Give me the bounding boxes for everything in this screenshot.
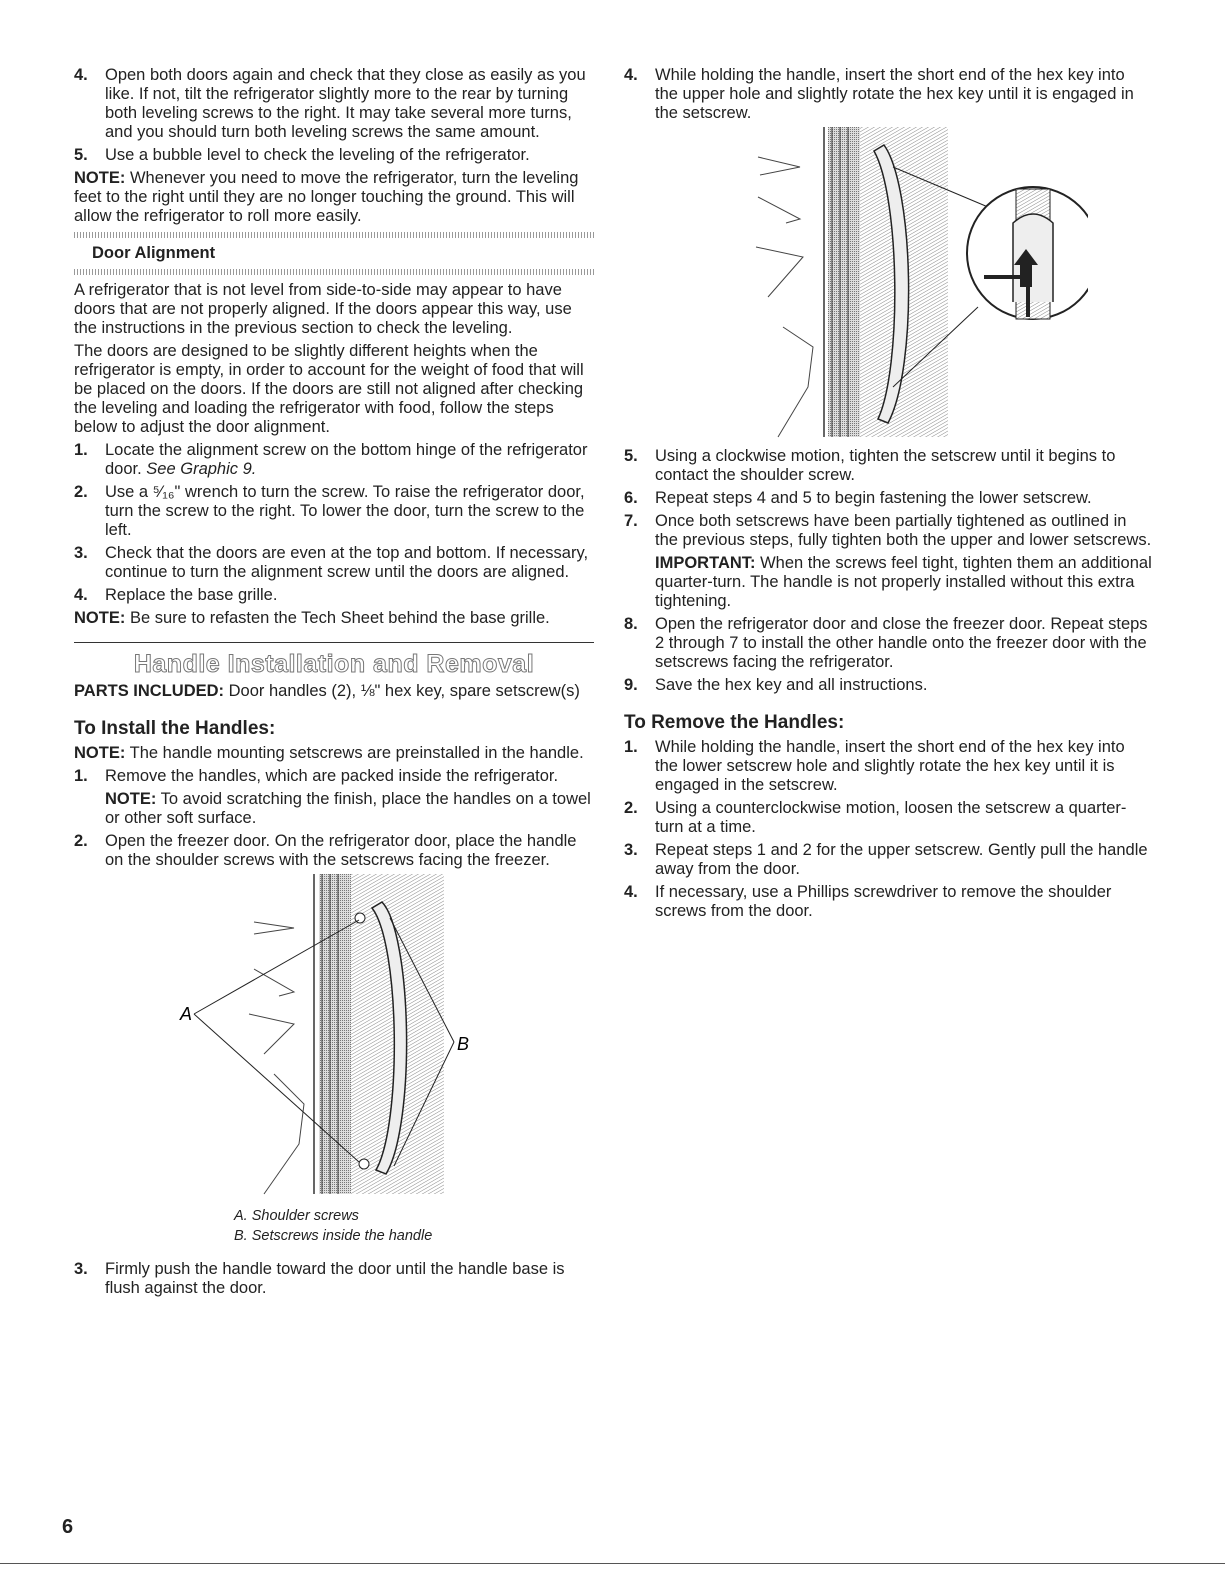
door-edge [319, 874, 351, 1194]
hatch-divider [74, 232, 594, 238]
step-text: If necessary, use a Phillips screwdriver to remove the shoulder screws from the door. [655, 883, 1112, 920]
page-number: 6 [62, 1516, 74, 1538]
important-label: IMPORTANT: [655, 554, 756, 572]
list-item [624, 447, 1152, 485]
step-number: 4. [74, 66, 88, 84]
parts-included [74, 682, 594, 701]
bottom-rule [0, 1563, 1225, 1564]
hex-key-illustration [688, 127, 1088, 447]
handle-install-illustration [154, 874, 514, 1204]
note-text: To avoid scratching the finish, place the handles on a towel or other soft surface. [105, 790, 591, 827]
door-paragraph-1: A refrigerator that is not level from side-to-side may appear to have doors that are not properly aligned. If the doors appear this way, use the instructions in the previous section to check the leveling. [74, 281, 572, 337]
parts-label: PARTS INCLUDED: [74, 682, 225, 700]
remove-heading: To Remove the Handles: [624, 712, 845, 733]
list-item [74, 767, 594, 786]
step-number: 5. [624, 447, 638, 465]
step-text: Using a counterclockwise motion, loosen the setscrew a quarter-turn at a time. [655, 799, 1127, 836]
door-paragraph-2: The doors are designed to be slightly different heights when the refrigerator is empty, in order to account for the weight of food that will be placed on the doors. If the doors are still not aligned after checking the leveling and loading the refrigerator with food, follow the steps below to adjust the door alignment. [74, 342, 584, 436]
graphic-reference: See Graphic 9. [146, 460, 257, 478]
step-text: Use a bubble level to check the leveling of the refrigerator. [105, 146, 530, 164]
step-text: Check that the doors are even at the top and bottom. If necessary, continue to turn the alignment screw until the doors are aligned. [105, 544, 589, 581]
note-label: NOTE: [105, 790, 157, 808]
list-item [624, 841, 1152, 879]
step-number: 7. [624, 512, 638, 530]
step-number: 3. [624, 841, 638, 859]
wrench-size: ⁵⁄₁₆" [152, 483, 181, 501]
step-text-post: wrench to turn the screw. To raise the refrigerator door, turn the screw to the right. To lower the door, turn the screw to the left. [105, 483, 585, 539]
list-item [624, 66, 1152, 123]
step-text: Using a clockwise motion, tighten the setscrew until it begins to contact the shoulder screw. [655, 447, 1116, 484]
step-number: 2. [624, 799, 638, 817]
shoulder-screw-bottom [359, 1159, 369, 1169]
step-number: 4. [624, 883, 638, 901]
step-number: 3. [74, 1260, 88, 1278]
step-text: Locate the alignment screw on the bottom hinge of the refrigerator door. [105, 441, 588, 478]
note-leveling [74, 169, 594, 226]
figure-label-b: B [457, 1034, 470, 1054]
note-text: Be sure to refasten the Tech Sheet behind the base grille. [129, 609, 550, 627]
step-number: 1. [74, 767, 88, 785]
step-text: Firmly push the handle toward the door until the handle base is flush against the door. [105, 1260, 565, 1297]
step-text: Remove the handles, which are packed inside the refrigerator. [105, 767, 559, 785]
step-number: 2. [74, 832, 88, 850]
step-text: While holding the handle, insert the short end of the hex key into the upper hole and slightly rotate the hex key until it is engaged in the setscrew. [655, 66, 1134, 122]
caption-a: A. Shoulder screws [234, 1208, 359, 1224]
note-text: The handle mounting setscrews are preinstalled in the handle. [129, 744, 584, 762]
figure-caption [234, 1206, 594, 1246]
list-item [624, 799, 1152, 837]
step-text: Open the refrigerator door and close the freezer door. Repeat steps 2 through 7 to install the other handle onto the freezer door with the setscrews facing the refrigerator. [655, 615, 1148, 671]
step-text: Open both doors again and check that they close as easily as you like. If not, tilt the refrigerator slightly more to the rear by turning both leveling screws to the right. It may take several more turns, and you should turn both leveling screws the same amount. [105, 66, 586, 141]
step-number: 9. [624, 676, 638, 694]
step-text: Replace the base grille. [105, 586, 278, 604]
hatch-divider [74, 269, 594, 275]
caption-b: B. Setscrews inside the handle [234, 1228, 433, 1244]
figure-label-a: A [180, 1004, 193, 1024]
list-item [624, 883, 1152, 921]
list-item [74, 66, 594, 142]
right-column [624, 66, 1152, 925]
list-item [74, 146, 594, 165]
step-text: Repeat steps 1 and 2 for the upper setscrew. Gently pull the handle away from the door. [655, 841, 1148, 878]
section-title: Handle Installation and Removal [133, 650, 535, 678]
list-item [74, 544, 594, 582]
list-item [74, 441, 594, 479]
left-column [74, 66, 594, 1302]
step-number: 1. [74, 441, 88, 459]
install-note [74, 744, 594, 763]
note-label: NOTE: [74, 744, 126, 762]
important-note [655, 554, 1152, 611]
important-text: When the screws feel tight, tighten them an additional quarter-turn. The handle is not properly installed without this extra tightening. [655, 554, 1152, 610]
step-text-pre: Use a [105, 483, 149, 501]
note-text: Whenever you need to move the refrigerator, turn the leveling feet to the right until they are no longer touching the ground. This will allow the refrigerator to roll more easily. [74, 169, 579, 225]
list-item [74, 483, 594, 540]
step-text: Repeat steps 4 and 5 to begin fastening the lower setscrew. [655, 489, 1092, 507]
step-text: Save the hex key and all instructions. [655, 676, 928, 694]
step-number: 4. [624, 66, 638, 84]
step-number: 6. [624, 489, 638, 507]
door-alignment-heading: Door Alignment [92, 244, 216, 262]
door-edge [828, 127, 860, 437]
step-number: 3. [74, 544, 88, 562]
install-step1-note [105, 790, 594, 828]
list-item [624, 512, 1152, 550]
step-number: 5. [74, 146, 88, 164]
list-item [74, 586, 594, 605]
step-number: 4. [74, 586, 88, 604]
list-item [624, 489, 1152, 508]
install-heading: To Install the Handles: [74, 718, 276, 739]
step-number: 1. [624, 738, 638, 756]
list-item [624, 738, 1152, 795]
step-number: 2. [74, 483, 88, 501]
step-text: While holding the handle, insert the short end of the hex key into the lower setscrew hole and slightly rotate the hex key until it is engaged in the setscrew. [655, 738, 1125, 794]
list-item [74, 832, 594, 870]
step-text: Once both setscrews have been partially tightened as outlined in the previous steps, fully tighten both the upper and lower setscrews. [655, 512, 1152, 549]
step-text: Open the freezer door. On the refrigerator door, place the handle on the shoulder screws with the setscrews facing the freezer. [105, 832, 577, 869]
note-tech-sheet [74, 609, 594, 628]
note-label: NOTE: [74, 169, 126, 187]
parts-text: Door handles (2), ⅛" hex key, spare setscrew(s) [228, 682, 580, 700]
list-item [74, 1260, 594, 1298]
list-item [624, 615, 1152, 672]
list-item [624, 676, 1152, 695]
step-number: 8. [624, 615, 638, 633]
note-label: NOTE: [74, 609, 126, 627]
section-rule [74, 642, 594, 643]
